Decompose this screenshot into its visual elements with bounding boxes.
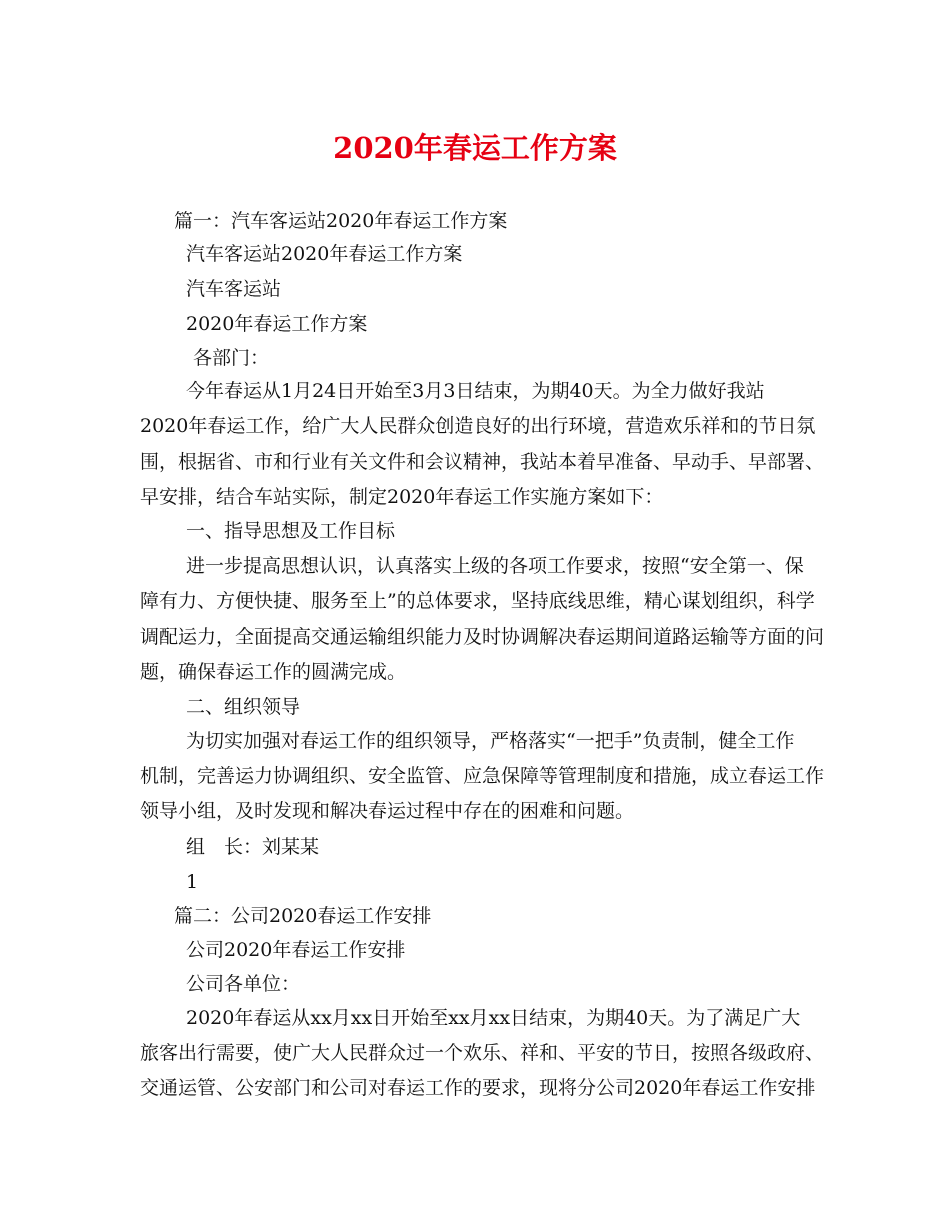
paragraph-line: 障有力、方便快捷、服务至上”的总体要求，坚持底线思维，精心谋划组织，科学 — [140, 590, 815, 612]
paragraph-line: 调配运力，全面提高交通运输组织能力及时协调解决春运期间道路运输等方面的问 — [140, 626, 825, 648]
section-heading: 篇一：汽车客运站2020年春运工作方案 — [174, 210, 508, 232]
paragraph-line: 交通运管、公安部门和公司对春运工作的要求，现将分公司2020年春运工作安排 — [140, 1077, 816, 1099]
subtitle-line: 汽车客运站 — [186, 278, 282, 300]
paragraph-line: 今年春运从1月24日开始至3月3日结束，为期40天。为全力做好我站 — [186, 380, 765, 402]
paragraph-line: 早安排，结合车站实际，制定2020年春运工作实施方案如下： — [140, 486, 664, 508]
section-heading: 篇二：公司2020春运工作安排 — [174, 905, 432, 927]
paragraph-line: 领导小组，及时发现和解决春运过程中存在的困难和问题。 — [140, 800, 635, 822]
paragraph-line: 题，确保春运工作的圆满完成。 — [140, 661, 407, 683]
subtitle-line: 2020年春运工作方案 — [186, 313, 368, 335]
document-title: 2020年春运工作方案 — [333, 131, 617, 165]
subtitle-line: 汽车客运站2020年春运工作方案 — [186, 243, 463, 265]
subtitle-line: 公司2020年春运工作安排 — [186, 939, 406, 961]
leader-line: 组 长：刘某某 — [186, 836, 320, 858]
paragraph-line: 围，根据省、市和行业有关文件和会议精神，我站本着早准备、早动手、早部署、 — [140, 451, 825, 473]
section-heading: 二、组织领导 — [186, 696, 301, 718]
paragraph-line: 2020年春运工作，给广大人民群众创造良好的出行环境，营造欢乐祥和的节日氛 — [140, 415, 816, 437]
page-number: 1 — [186, 871, 199, 893]
salutation: 公司各单位： — [186, 973, 301, 995]
salutation: 各部门： — [193, 347, 270, 369]
paragraph-line: 旅客出行需要，使广大人民群众过一个欢乐、祥和、平安的节日，按照各级政府、 — [140, 1042, 825, 1064]
paragraph-line: 2020年春运从xx月xx日开始至xx月xx日结束，为期40天。为了满足广大 — [186, 1007, 801, 1029]
paragraph-line: 为切实加强对春运工作的组织领导，严格落实“一把手”负责制，健全工作 — [186, 730, 795, 752]
paragraph-line: 进一步提高思想认识，认真落实上级的各项工作要求，按照“安全第一、保 — [186, 555, 804, 577]
paragraph-line: 机制，完善运力协调组织、安全监管、应急保障等管理制度和措施，成立春运工作 — [140, 765, 825, 787]
section-heading: 一、指导思想及工作目标 — [186, 520, 396, 542]
